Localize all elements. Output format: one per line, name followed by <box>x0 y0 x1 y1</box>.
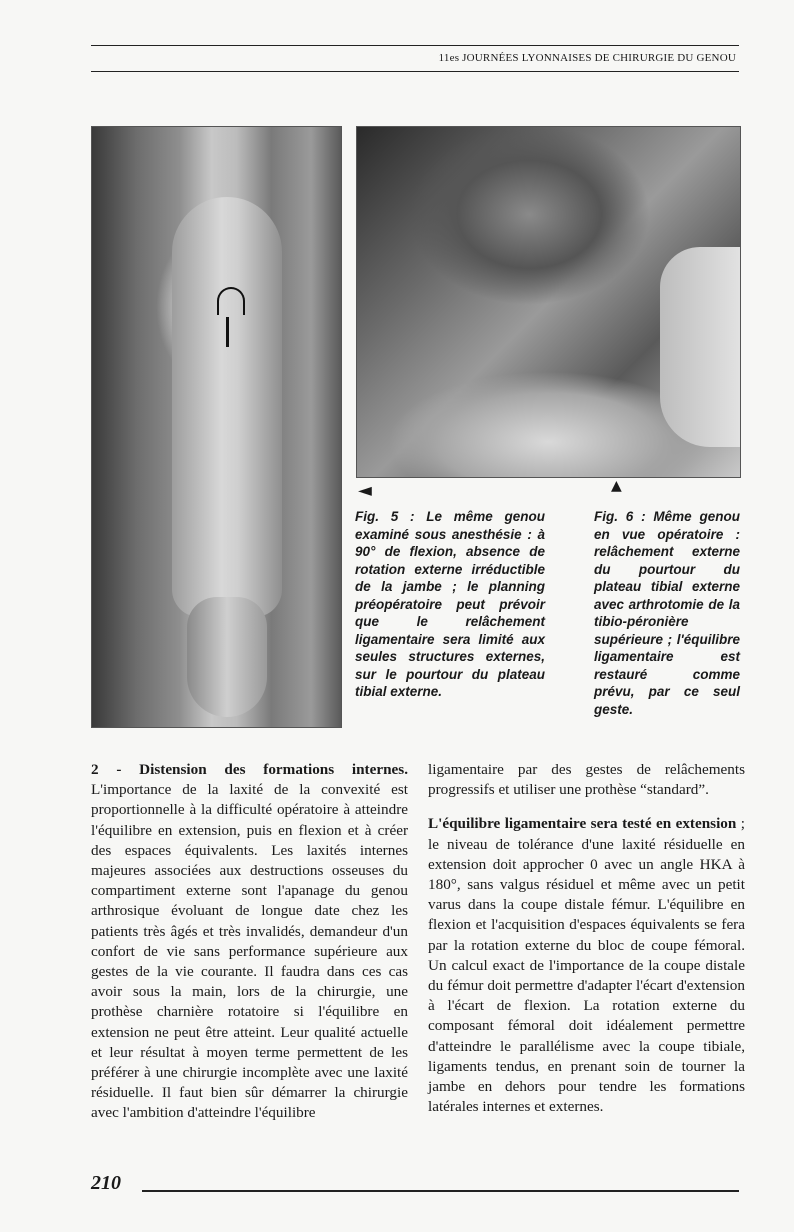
right-paragraph-2: ; le niveau de tolérance d'une laxité résiduelle en extension doit approcher 0 avec un angle HKA à 180°, sans valgus résiduel et même avec un petit varus dans la coupe distale fémur. L'équilibre en flexion et l'acquisition d'espaces équivalents se fera par la rotation externe du bloc de coupe fémoral. Un calcul exact de l'importance de la coupe distale du fémur doit permettre d'adapter l'écart d'extension à l'écart de flexion. La rotation externe du composant fémoral doit idéalement permettre d'atteindre le parallélisme avec la coupe tibiale, ligaments tendus, en prenant soin de tourner la jambe en dehors pour tendre les formations latérales internes et externes. <box>428 815 745 1116</box>
running-header: 11es JOURNÉES LYONNAISES DE CHIRURGIE DU GENOU <box>438 52 736 64</box>
gloved-hand-shape <box>660 247 741 447</box>
skin-marking <box>217 287 245 315</box>
footer-rule <box>142 1190 739 1192</box>
skin-marking-line <box>226 317 229 347</box>
figure-6-arrow-icon: ▲ <box>611 478 622 494</box>
header-rule-bottom <box>91 71 739 72</box>
page-number: 210 <box>91 1172 121 1194</box>
right-paragraph-2-heading: L'équilibre ligamentaire sera testé en extension <box>428 815 737 833</box>
left-paragraph: L'importance de la laxité de la convexité est proportionnelle à la difficulté opératoire à atteindre l'équilibre en extension, puis en flexion et à créer des espaces équivalents. Les laxités internes majeures associées aux destructions osseuses du compartiment externe sont l'apanage du genou arthrosique évoluant de longue date chez les patients très âgés et très invalidés, demandeur d'un confort de vie sans performance supérieure aux gestes de la vie courante. Il faudra dans ces cas avoir sous la main, lors de la chirurgie, une prothèse charnière rotatoire si l'équilibre en extension ne peut être atteint. Leur qualité actuelle et leur résultat à moyen terme permettent de les préférer à une chirurgie incomplète avec une laxité résiduelle. Il faut bien sûr démarrer la chirurgie avec l'ambition d'atteindre l'équilibre <box>91 781 408 1122</box>
figure-5-caption: Fig. 5 : Le même genou examiné sous anesthésie : à 90° de flexion, absence de rotation externe irréductible de la jambe ; le planning préopératoire peut prévoir que le relâchement ligamentaire sera limité aux seules structures externes, sur le pourtour du plateau tibial externe. <box>355 509 545 699</box>
leg-shape <box>172 197 282 617</box>
figure-5-arrow-icon: ◄ <box>358 480 372 501</box>
foot-shape <box>187 597 267 717</box>
figure-6-caption: Fig. 6 : Même genou en vue opératoire : relâchement externe du pourtour du plateau tibial externe avec arthrotomie de la tibio-péronière supérieure ; l'équilibre ligamentaire est restauré comme prévu, par ce seul geste. <box>594 509 740 717</box>
section-heading: 2 - Distension des formations internes. <box>91 761 408 778</box>
text-column-left <box>91 760 408 1138</box>
figure-5-photo <box>91 126 342 728</box>
header-rule-top <box>91 45 739 46</box>
text-column-right <box>428 760 745 1131</box>
figure-6-photo <box>356 126 741 478</box>
right-paragraph-1: ligamentaire par des gestes de relâchements progressifs et utiliser une prothèse “standard”. <box>428 761 745 799</box>
